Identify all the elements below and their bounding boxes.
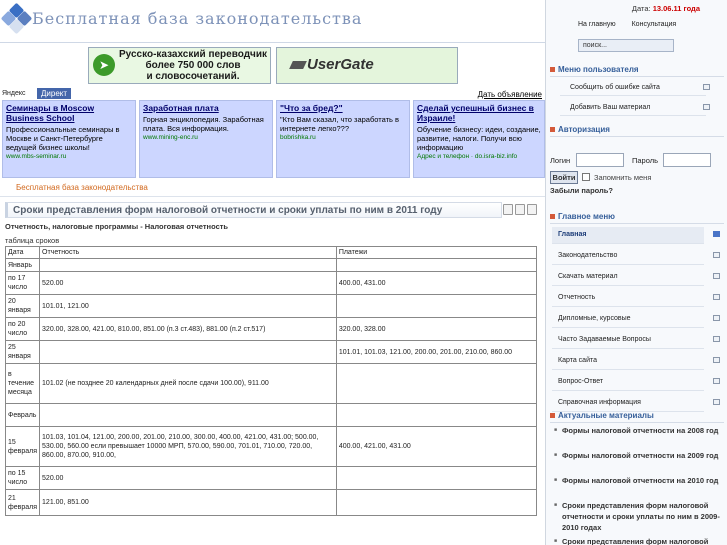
date-cell: Февраль bbox=[6, 404, 40, 427]
payments-cell bbox=[336, 259, 536, 272]
date-cell: в течение месяца bbox=[6, 364, 40, 404]
consultation-link[interactable]: Консультация bbox=[631, 21, 677, 28]
article-link[interactable]: ■ Формы налоговой отчетности на 2010 год bbox=[554, 475, 724, 486]
main-menu-item[interactable] bbox=[552, 311, 704, 328]
reporting-cell bbox=[40, 341, 337, 364]
user-menu-item-report-error[interactable]: Сообщить об ошибке сайта bbox=[560, 80, 706, 96]
main-menu-item[interactable] bbox=[552, 395, 704, 412]
usergate-logo-icon bbox=[289, 61, 307, 69]
password-label: Пароль bbox=[632, 156, 659, 165]
reporting-cell: 101.01, 121.00 bbox=[40, 295, 337, 318]
table-header-row bbox=[6, 247, 537, 259]
arrow-icon bbox=[713, 399, 720, 405]
user-menu-title: Меню пользователя bbox=[550, 65, 724, 77]
table-row bbox=[6, 272, 537, 295]
header-divider bbox=[0, 42, 545, 43]
main-menu-label: Дипломные, курсовые bbox=[558, 315, 631, 322]
payments-cell: 400.00, 421.00, 431.00 bbox=[336, 427, 536, 467]
column-header-reporting: Отчетность bbox=[40, 247, 337, 259]
arrow-icon bbox=[713, 231, 720, 237]
date-cell: 15 февраля bbox=[6, 427, 40, 467]
reporting-cell: 101.03, 101.04, 121.00, 200.00, 201.00, 210.00, 300.00, 400.00, 421.00, 431.00; 500.00, 530.00, 560.00 если превышает 10000 МРП, 570.00, 590.00, 701.01, 710.00, 720.00, 860.00, 870.00, 910.00, bbox=[40, 427, 337, 467]
usergate-banner-text: UserGate bbox=[307, 56, 374, 73]
home-link[interactable]: На главную bbox=[578, 21, 616, 28]
translator-banner-text: Русско-казахский переводчик более 750 000 слов и словосочетаний. bbox=[118, 49, 268, 82]
payments-cell: 101.01, 101.03, 121.00, 200.00, 201.00, 210.00, 860.00 bbox=[336, 341, 536, 364]
pdf-icon[interactable] bbox=[503, 204, 513, 215]
ad-body: "Кто Вам сказал, что заработать в интернете легко??? bbox=[280, 115, 400, 133]
main-menu-label: Карта сайта bbox=[558, 357, 597, 364]
table-caption: таблица сроков bbox=[5, 236, 60, 245]
date-cell: 25 января bbox=[6, 341, 40, 364]
main-menu-item[interactable] bbox=[552, 353, 704, 370]
ad-url[interactable]: www.mining-enc.ru bbox=[143, 134, 198, 141]
date-cell: 21 февраля bbox=[6, 490, 40, 516]
main-menu-label: Часто Задаваемые Вопросы bbox=[558, 336, 651, 343]
table-row bbox=[6, 318, 537, 341]
main-menu-item[interactable] bbox=[552, 374, 704, 391]
breadcrumb-divider bbox=[0, 196, 545, 197]
ad-item[interactable] bbox=[413, 100, 545, 178]
main-menu-label: Вопрос-Ответ bbox=[558, 378, 604, 385]
payments-cell bbox=[336, 364, 536, 404]
payments-cell bbox=[336, 295, 536, 318]
payments-cell: 400.00, 431.00 bbox=[336, 272, 536, 295]
top-links bbox=[578, 21, 692, 28]
article-link[interactable]: ■ Сроки представления форм налоговой отчетности и сроки уплаты по ним в 2009-2010 годах bbox=[554, 500, 724, 533]
ad-body: Горная энциклопедия. Заработная плата. Вся информация. bbox=[143, 115, 264, 133]
article-tools bbox=[503, 204, 539, 217]
deadlines-table bbox=[5, 246, 537, 516]
arrow-icon bbox=[713, 378, 720, 384]
print-icon[interactable] bbox=[515, 204, 525, 215]
ad-body: Обучение бизнесу: идеи, создание, развитие, налоги. Получи всю информацию bbox=[417, 125, 541, 152]
current-date: 13.06.11 года bbox=[652, 4, 700, 13]
arrow-right-icon: ➤ bbox=[93, 54, 115, 76]
table-row bbox=[6, 404, 537, 427]
remember-checkbox[interactable] bbox=[582, 173, 590, 181]
arrow-icon bbox=[713, 273, 720, 279]
arrow-icon bbox=[713, 315, 720, 321]
main-menu-item[interactable] bbox=[552, 248, 704, 265]
column-header-date: Дата bbox=[6, 247, 40, 259]
page-title: Сроки представления форм налоговой отчетности и сроки уплаты по ним в 2011 году bbox=[13, 205, 443, 216]
date-cell: по 17 число bbox=[6, 272, 40, 295]
ad-url[interactable]: www.mbs-seminar.ru bbox=[6, 153, 67, 160]
article-link[interactable]: ■ Сроки представления форм налоговой bbox=[554, 536, 724, 545]
table-row bbox=[6, 295, 537, 318]
main-menu-label: Отчетность bbox=[558, 294, 596, 301]
section-path[interactable]: Отчетность, налоговые программы - Налоговая отчетность bbox=[5, 222, 229, 231]
breadcrumb[interactable]: Бесплатная база законодательства bbox=[16, 183, 148, 192]
ad-item[interactable] bbox=[276, 100, 410, 178]
forgot-password-link[interactable]: Забыли пароль? bbox=[550, 186, 613, 195]
table-row bbox=[6, 427, 537, 467]
ad-url[interactable]: bobrishka.ru bbox=[280, 134, 316, 141]
table-row bbox=[6, 341, 537, 364]
payments-cell bbox=[336, 404, 536, 427]
payments-cell bbox=[336, 467, 536, 490]
arrow-icon bbox=[713, 336, 720, 342]
date-line: Дата: 13.06.11 года bbox=[631, 4, 700, 13]
reporting-cell: 121.00, 851.00 bbox=[40, 490, 337, 516]
date-cell: по 20 число bbox=[6, 318, 40, 341]
payments-cell: 320.00, 328.00 bbox=[336, 318, 536, 341]
articles-title: Актуальные материалы bbox=[550, 411, 724, 423]
reporting-cell: 520.00 bbox=[40, 272, 337, 295]
site-logo-icon[interactable] bbox=[2, 4, 32, 34]
main-menu-label: Скачать материал bbox=[558, 273, 618, 280]
date-cell: 20 января bbox=[6, 295, 40, 318]
reporting-cell: 101.02 (не позднее 20 календарных дней после сдачи 100.00), 911.00 bbox=[40, 364, 337, 404]
date-cell: по 15 число bbox=[6, 467, 40, 490]
ad-item[interactable] bbox=[2, 100, 136, 178]
give-ad-link[interactable]: Дать объявление bbox=[477, 90, 542, 99]
main-menu-item[interactable] bbox=[552, 332, 704, 349]
auth-title: Авторизация bbox=[550, 125, 724, 137]
arrow-icon bbox=[713, 357, 720, 363]
sidebar bbox=[545, 0, 727, 545]
arrow-icon bbox=[703, 84, 710, 90]
main-menu-item[interactable] bbox=[552, 290, 704, 307]
main-menu-title: Главное меню bbox=[550, 212, 724, 224]
article-link[interactable]: ■ Формы налоговой отчетности на 2009 год bbox=[554, 450, 724, 461]
direkt-label[interactable]: Директ bbox=[37, 88, 71, 99]
table-row bbox=[6, 364, 537, 404]
table-row bbox=[6, 259, 537, 272]
table-row bbox=[6, 490, 537, 516]
usergate-banner[interactable] bbox=[276, 47, 458, 84]
login-label: Логин bbox=[550, 156, 571, 165]
ad-title[interactable]: Сделай успешный бизнес в Израиле! bbox=[417, 103, 534, 123]
password-field[interactable] bbox=[663, 153, 711, 167]
remember-label: Запомнить меня bbox=[594, 173, 652, 182]
ads-row bbox=[2, 100, 545, 178]
main-menu-label: Справочная информация bbox=[558, 399, 641, 406]
arrow-icon bbox=[703, 104, 710, 110]
ad-url[interactable]: Адрес и телефон · do.isra-biz.info bbox=[417, 153, 518, 160]
ad-item[interactable] bbox=[139, 100, 273, 178]
ad-title[interactable]: Заработная плата bbox=[143, 103, 219, 113]
main-menu-label: Главная bbox=[558, 231, 587, 238]
date-cell: Январь bbox=[6, 259, 40, 272]
user-menu-item-add-material[interactable]: Добавить Ваш материал bbox=[560, 100, 706, 116]
reporting-cell: 520.00 bbox=[40, 467, 337, 490]
ad-body: Профессиональные семинары в Москве и Санкт-Петербурге ведущей бизнес школы! bbox=[6, 125, 120, 152]
reporting-cell bbox=[40, 404, 337, 427]
main-menu-label: Законодательство bbox=[558, 252, 618, 259]
arrow-icon bbox=[713, 294, 720, 300]
translator-banner[interactable] bbox=[88, 47, 271, 84]
main-menu-item[interactable] bbox=[552, 269, 704, 286]
search-input[interactable]: поиск... bbox=[578, 39, 674, 52]
ad-title[interactable]: "Что за бред?" bbox=[280, 103, 343, 113]
yandex-label[interactable]: Яндекс bbox=[2, 90, 26, 97]
column-header-payments: Платежи bbox=[336, 247, 536, 259]
login-button[interactable]: Войти bbox=[550, 171, 578, 184]
ad-title[interactable]: Семинары в Moscow Business School bbox=[6, 103, 95, 123]
page-title-bar bbox=[5, 202, 502, 218]
site-title[interactable]: Бесплатная база законодательства bbox=[32, 9, 363, 28]
table-row bbox=[6, 467, 537, 490]
login-field[interactable] bbox=[576, 153, 624, 167]
main-menu-item[interactable] bbox=[552, 227, 704, 244]
email-icon[interactable] bbox=[527, 204, 537, 215]
reporting-cell: 320.00, 328.00, 421.00, 810.00, 851.00 (п.3 ст.483), 881.00 (п.2 ст.517) bbox=[40, 318, 337, 341]
arrow-icon bbox=[713, 252, 720, 258]
reporting-cell bbox=[40, 259, 337, 272]
article-link[interactable]: ■ Формы налоговой отчетности на 2008 год bbox=[554, 425, 724, 436]
payments-cell bbox=[336, 490, 536, 516]
